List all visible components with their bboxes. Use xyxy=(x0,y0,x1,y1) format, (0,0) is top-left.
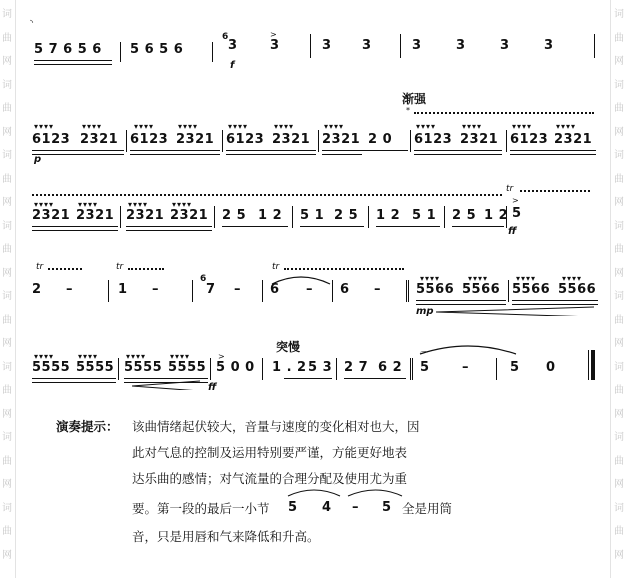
note-group: 5 0 0 xyxy=(216,360,255,375)
watermark-char: 词 xyxy=(614,220,624,232)
dynamic-mark: ff xyxy=(508,226,517,237)
note-group: 5 6 5 6 xyxy=(130,42,184,57)
performance-notes-line: 该曲情绪起伏较大，音量与速度的变化相对也大，因 xyxy=(132,419,420,434)
note-group: 5 1 xyxy=(300,208,325,223)
note: 6 xyxy=(340,282,350,297)
note-group: 5566 xyxy=(512,282,551,297)
watermark-char: 曲 xyxy=(614,103,624,114)
watermark-char: 词 xyxy=(614,9,624,20)
watermark-right xyxy=(612,0,626,578)
dash: – xyxy=(66,282,73,297)
watermark-char: 词 xyxy=(2,220,12,232)
note-group: 2321 xyxy=(322,132,361,147)
tempo-mark: 突慢 xyxy=(276,340,301,354)
note-group: 5566 xyxy=(462,282,501,297)
trill-mark: tr xyxy=(36,262,44,272)
right-margin-rule xyxy=(610,0,611,578)
watermark-char: 网 xyxy=(2,56,12,67)
note-group: 5555 xyxy=(168,360,207,375)
watermark-char: 词 xyxy=(2,432,12,443)
watermark-char: 词 xyxy=(614,79,624,91)
trill-mark: tr xyxy=(116,262,124,272)
watermark-char: 词 xyxy=(614,291,624,302)
watermark-char: 词 xyxy=(614,502,624,514)
score-line-5: 突慢 ▾▾▾▾ 5555 ▾▾▾▾ 5555 ▾▾▾▾ 5555 ▾▾▾▾ 5555 > 5 0 0 ff 1 . 2 5 3 2 7 6 2 ⌒ 5 – 5 0 xyxy=(22,336,602,406)
performance-notes-line: 此对气息的控制及运用特别要严谨，方能更好地表 xyxy=(132,445,408,460)
watermark-char: 曲 xyxy=(614,385,624,396)
watermark-char: 词 xyxy=(2,361,12,373)
watermark-char: 曲 xyxy=(2,526,12,537)
note: 1 xyxy=(118,282,128,297)
note: 5 xyxy=(420,360,430,375)
note-group: 2321 xyxy=(126,208,165,223)
watermark-char: 曲 xyxy=(614,32,624,44)
performance-notes-line: 音，只是用唇和气来降低和升高。 xyxy=(132,529,320,544)
note-group: 5 1 xyxy=(412,208,437,223)
watermark-char: 曲 xyxy=(2,173,12,185)
performance-notes-line: 要。第一段的最后一小节 xyxy=(132,501,270,516)
note: 3 xyxy=(412,38,422,53)
note-group: 6123 xyxy=(226,132,265,147)
note-group: 2321 xyxy=(554,132,593,147)
note-group: 2 5 xyxy=(452,208,477,223)
watermark-char: 曲 xyxy=(2,32,12,44)
note-group: 2321 xyxy=(32,208,71,223)
note-group: 5 7 6 5 6 xyxy=(34,42,102,57)
note: 3 xyxy=(228,38,238,53)
note: 7 xyxy=(206,282,216,297)
watermark-char: 词 xyxy=(2,502,12,514)
note-group: 1 2 xyxy=(376,208,401,223)
note: 3 xyxy=(456,38,466,53)
grace-note: 6 xyxy=(222,32,229,42)
watermark-char: 曲 xyxy=(614,526,624,537)
watermark-char: 网 xyxy=(614,56,624,67)
watermark-char: 词 xyxy=(2,9,12,20)
watermark-char: 网 xyxy=(614,197,624,208)
dash: – xyxy=(234,282,241,297)
note-group: 5555 xyxy=(124,360,163,375)
watermark-char: 曲 xyxy=(2,314,12,326)
watermark-char: 曲 xyxy=(614,173,624,185)
left-margin-rule xyxy=(15,0,16,578)
watermark-char: 网 xyxy=(614,549,624,561)
note: 2 xyxy=(32,282,42,297)
watermark-char: 网 xyxy=(2,338,12,349)
watermark-char: 网 xyxy=(614,408,624,420)
note: 5 xyxy=(510,360,520,375)
note-group: 2321 xyxy=(460,132,499,147)
performance-notes-line: 全是用筒 xyxy=(402,501,453,516)
dash: – xyxy=(152,282,159,297)
note: 3 xyxy=(500,38,510,53)
note: 3 xyxy=(322,38,332,53)
note-group: 2 7 xyxy=(344,360,369,375)
watermark-char: 网 xyxy=(614,338,624,349)
watermark-char: 词 xyxy=(614,361,624,373)
score-line-2: 渐强 * ▾▾▾▾ 6123 ▾▾▾▾ 2321 p ▾▾▾▾ 6123 ▾▾▾▾ 2321 ▾▾▾▾ 6123 ▾▾▾▾ 2321 ▾▾▾▾ 2321 2 0 ▾▾▾▾ 6123 ▾▾▾▾ 2321 ▾▾▾▾ 6123 ▾▾▾▾ 2321 xyxy=(22,90,602,160)
note: 3 xyxy=(362,38,372,53)
watermark-char: 曲 xyxy=(2,244,12,255)
note-group: 5566 xyxy=(558,282,597,297)
note-group: 5566 xyxy=(416,282,455,297)
tempo-mark: 渐强 xyxy=(402,92,427,106)
dynamic-mark: f xyxy=(230,60,235,71)
note: 5 xyxy=(512,206,522,221)
watermark-char: 网 xyxy=(614,126,624,138)
score-line-1: ◝ 5 7 6 5 6 5 6 5 6 6 3 > 3 f 3 3 3 3 3 3 xyxy=(22,30,602,60)
note-group: 6123 xyxy=(510,132,549,147)
note: 6 xyxy=(270,282,280,297)
watermark-char: 曲 xyxy=(2,385,12,396)
dynamic-mark: p xyxy=(34,154,42,165)
watermark-char: 网 xyxy=(2,126,12,138)
watermark-left xyxy=(0,0,14,578)
watermark-char: 网 xyxy=(2,549,12,561)
trill-mark: tr xyxy=(272,262,280,272)
watermark-char: 词 xyxy=(2,150,12,161)
inline-note: 4 xyxy=(322,500,332,515)
dynamic-mark: mp xyxy=(416,306,434,317)
watermark-char: 曲 xyxy=(2,455,12,467)
dynamic-mark: ff xyxy=(208,382,217,393)
dash: – xyxy=(306,282,313,297)
watermark-char: 网 xyxy=(2,267,12,279)
note-group: 1 2 xyxy=(258,208,283,223)
note-group: 6123 xyxy=(32,132,71,147)
note-group: 6123 xyxy=(414,132,453,147)
score-sheet xyxy=(22,0,602,578)
note-group: 2 5 xyxy=(222,208,247,223)
performance-notes-label: 演奏提示： xyxy=(56,419,119,434)
note: 3 xyxy=(544,38,554,53)
watermark-char: 网 xyxy=(2,479,12,490)
watermark-char: 网 xyxy=(2,197,12,208)
trill-mark: tr xyxy=(506,184,514,194)
note: 0 xyxy=(546,360,556,375)
note-group: 2321 xyxy=(170,208,209,223)
inline-note: 5 xyxy=(382,500,392,515)
dash: – xyxy=(462,360,469,375)
note: 3 xyxy=(270,38,280,53)
note-group: 2321 xyxy=(80,132,119,147)
watermark-char: 词 xyxy=(2,291,12,302)
watermark-char: 曲 xyxy=(614,455,624,467)
dash: – xyxy=(374,282,381,297)
note-group: 5 3 xyxy=(308,360,333,375)
note-group: 2 0 xyxy=(368,132,393,147)
watermark-char: 词 xyxy=(2,79,12,91)
note-group: 5555 xyxy=(76,360,115,375)
watermark-char: 网 xyxy=(2,408,12,420)
inline-note: – xyxy=(352,500,359,515)
grace-note: 6 xyxy=(200,274,207,284)
watermark-char: 网 xyxy=(614,479,624,490)
note-group: 2321 xyxy=(76,208,115,223)
note-group: 6123 xyxy=(130,132,169,147)
note-group: 5555 xyxy=(32,360,71,375)
watermark-char: 词 xyxy=(614,150,624,161)
note-group: 2321 xyxy=(176,132,215,147)
score-line-3: tr ▾▾▾▾ 2321 ▾▾▾▾ 2321 ▾▾▾▾ 2321 ▾▾▾▾ 2321 2 5 1 2 5 1 2 5 1 2 5 1 2 5 1 2 > 5 ff xyxy=(22,176,602,246)
watermark-char: 曲 xyxy=(614,314,624,326)
inline-note: 5 xyxy=(288,500,298,515)
performance-notes-line: 达乐曲的感情；对气流量的合理分配及使用尤为重 xyxy=(132,471,408,486)
note-group: 6 2 xyxy=(378,360,403,375)
note-group: 2321 xyxy=(272,132,311,147)
note-group: 2 5 xyxy=(334,208,359,223)
watermark-char: 词 xyxy=(614,432,624,443)
score-line-4: tr tr tr 2 – 1 – 6 7 – 6 – 6 – ▾▾▾▾ 5566 ▾▾▾▾ 5566 ▾▾▾▾ 5566 ▾▾▾▾ 5566 mp xyxy=(32,262,597,317)
note-group: 1 2 xyxy=(484,208,509,223)
watermark-char: 曲 xyxy=(2,103,12,114)
note-group: 1 . 2 xyxy=(272,360,307,375)
watermark-char: 网 xyxy=(614,267,624,279)
watermark-char: 曲 xyxy=(614,244,624,255)
